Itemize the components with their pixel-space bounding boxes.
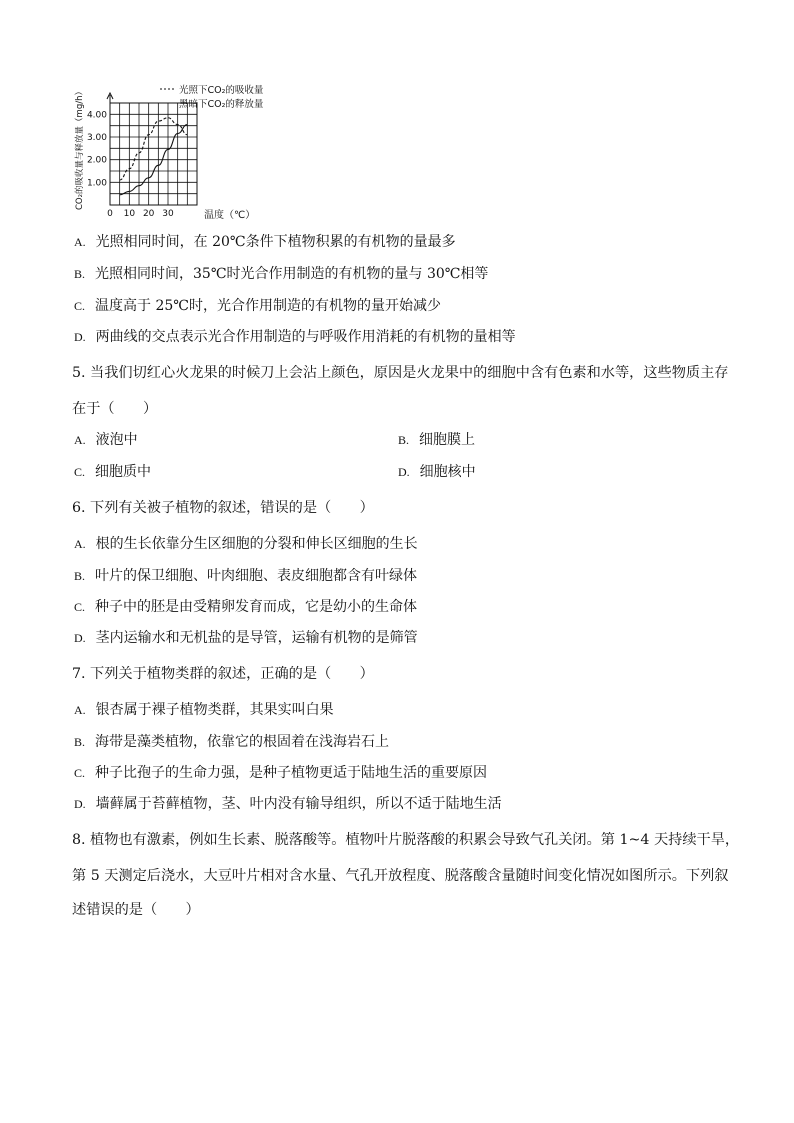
q7-option-c[interactable]: C. 种子比孢子的生命力强，是种子植物更适于陆地生活的重要原因 <box>74 765 488 781</box>
x-axis-label: 温度（℃） <box>204 210 256 221</box>
chart-series <box>120 118 188 195</box>
q6-stem: 6. 下列有关被子植物的叙述，错误的是（ ） <box>72 500 374 516</box>
temperature-co2-chart <box>70 80 290 230</box>
y-tick-label: 1.00 <box>86 178 107 189</box>
plot-frame <box>110 103 197 205</box>
q7-option-a[interactable]: A. 银杏属于裸子植物类群，其果实叫白果 <box>74 702 334 718</box>
q8-stem-line1: 8. 植物也有激素，例如生长素、脱落酸等。植物叶片脱落酸的积累会导致气孔关闭。第 1~4 天持续干旱， <box>72 832 740 848</box>
x-tick-labels <box>107 209 174 219</box>
y-tick-labels <box>87 110 107 188</box>
y-tick-label: 3.00 <box>86 133 107 143</box>
x-tick-label: 0 <box>107 209 113 219</box>
x-tick-label: 10 <box>123 209 136 219</box>
q5-option-b[interactable]: B. 细胞膜上 <box>398 432 476 448</box>
q6-option-c[interactable]: C. 种子中的胚是由受精卵发育而成，它是幼小的生命体 <box>74 599 418 615</box>
q4-option-a[interactable]: A. 光照相同时间，在 20℃条件下植物积累的有机物的量最多 <box>74 234 456 250</box>
x-tick-label: 20 <box>142 209 155 219</box>
q5-stem-line1: 5. 当我们切红心火龙果的时候刀上会沾上颜色，原因是火龙果中的细胞中含有色素和水等，这些物质主存 <box>72 365 729 381</box>
y-tick-label: 2.00 <box>86 155 107 166</box>
legend-label-absorb: 光照下CO₂的吸收量 <box>179 85 264 96</box>
q7-option-d[interactable]: D. 墙藓属于苔藓植物，茎、叶内没有输导组织，所以不适于陆地生活 <box>74 796 502 812</box>
legend-label-release: 黑暗下CO₂的释放量 <box>179 99 264 110</box>
q6-option-b[interactable]: B. 叶片的保卫细胞、叶肉细胞、表皮细胞都含有叶绿体 <box>74 568 418 584</box>
q5-option-a[interactable]: A. 液泡中 <box>74 432 138 448</box>
q8-stem-line3: 述错误的是（ ） <box>72 902 200 918</box>
y-tick-label: 4.00 <box>86 110 107 121</box>
x-tick-label: 30 <box>162 209 174 219</box>
q4-option-d[interactable]: D. 两曲线的交点表示光合作用制造的与呼吸作用消耗的有机物的量相等 <box>74 329 516 345</box>
q7-option-b[interactable]: B. 海带是藻类植物，依靠它的根固着在浅海岩石上 <box>74 734 390 750</box>
y-axis-label: CO₂的吸收量与释放量（mg/h） <box>75 87 85 210</box>
chart-legend <box>160 84 264 110</box>
q4-option-c[interactable]: C. 温度高于 25℃时，光合作用制造的有机物的量开始减少 <box>74 298 441 314</box>
chart-grid <box>110 103 197 205</box>
q4-option-b[interactable]: B. 光照相同时间，35℃时光合作用制造的有机物的量与 30℃相等 <box>74 266 489 282</box>
q6-option-d[interactable]: D. 茎内运输水和无机盐的是导管，运输有机物的是筛管 <box>74 630 418 646</box>
q5-option-d[interactable]: D. 细胞核中 <box>398 464 476 480</box>
q6-option-a[interactable]: A. 根的生长依靠分生区细胞的分裂和伸长区细胞的生长 <box>74 536 418 552</box>
q8-stem-line2: 第 5 天测定后浇水，大豆叶片相对含水量、气孔开放程度、脱落酸含量随时间变化情况如图所示。下列叙 <box>72 868 729 884</box>
q5-option-c[interactable]: C. 细胞质中 <box>74 464 152 480</box>
q7-stem: 7. 下列关于植物类群的叙述，正确的是（ ） <box>72 666 374 682</box>
q5-stem-line2: 在于（ ） <box>72 401 158 417</box>
